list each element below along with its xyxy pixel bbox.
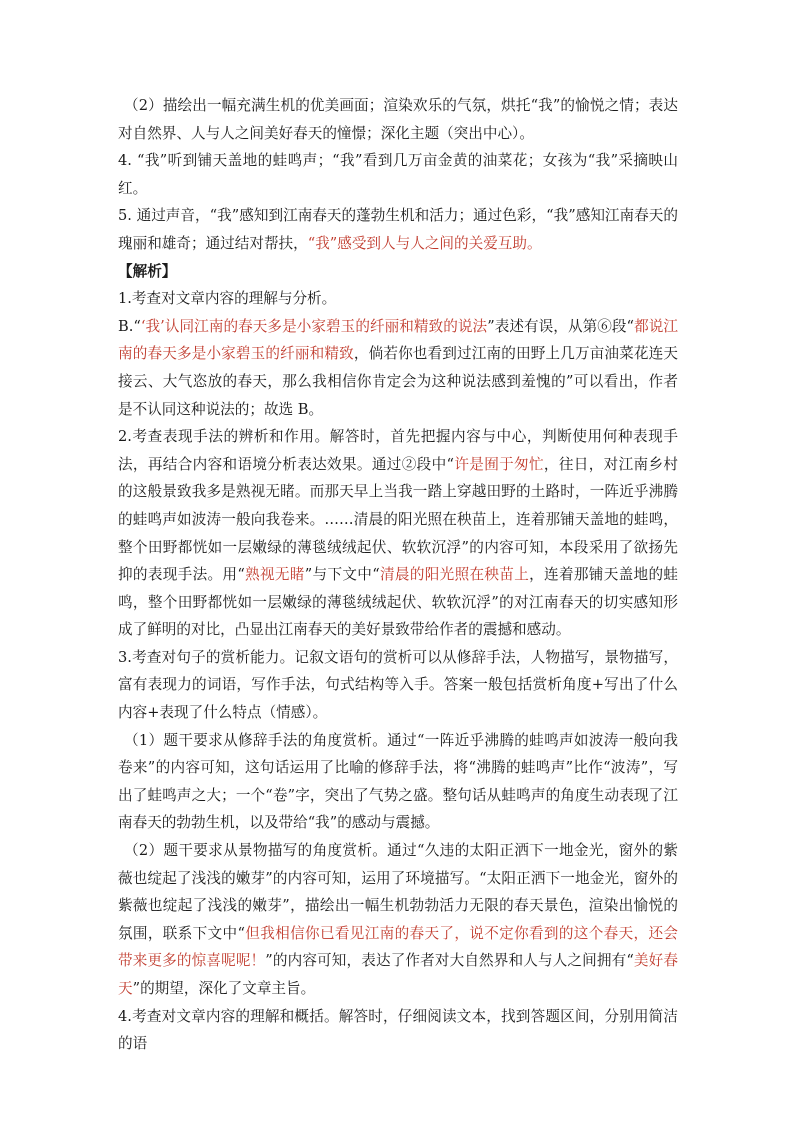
analysis-q2: 2.考查表现手法的辨析和作用。解答时，首先把握内容与中心，判断使用何种表现手法，再结合内容和语境分析表达效果。通过②段中“许是囿于匆忙，往日，对江南乡村的这般景致我多是熟视无睹。而那天早上当我一踏上穿越田野的土路时，一阵近乎沸腾的蛙鸣声如波涛一般向我卷来。……清晨的阳光照在秧苗上，连着那铺天盖地的蛙鸣，整个田野都恍如一层嫩绿的薄毯绒绒起伏、软软沉浮”的内容可知，本段采用了欲扬先抑的表现手法。用“熟视无睹”与下文中“清晨的阳光照在秧苗上，连着那铺天盖地的蛙鸣，整个田野都恍如一层嫩绿的薄毯绒绒起伏、软软沉浮”的对江南春天的切实感知形成了鲜明的对比，凸显出江南春天的美好景致带给作者的震撼和感动。 — [118, 428, 678, 639]
analysis-q3-1: （1）题干要求从修辞手法的角度赏析。通过“一阵近乎沸腾的蛙鸣声如波涛一般向我卷来”的内容可知，这句话运用了比喻的修辞手法，将“沸腾的蛙鸣声”比作“波涛”，写出了蛙鸣声之大；一个“卷”字，突出了气势之盛。整句话从蛙鸣声的角度生动表现了江南春天的勃勃生机，以及带给“我”的感动与震撼。 — [118, 731, 678, 832]
analysis-q1-title: 1.考查对文章内容的理解与分析。 — [118, 290, 337, 308]
answer-5: 5. 通过声音，“我”感知到江南春天的蓬勃生机和活力；通过色彩，“我”感知江南春天的瑰丽和雄奇；通过结对帮扶，“我”感受到人与人之间的关爱互助。 — [118, 207, 678, 252]
analysis-q3-title: 3.考查对句子的赏析能力。记叙文语句的赏析可以从修辞手法，人物描写，景物描写，富有表现力的词语，写作手法，句式结构等入手。答案一般包括赏析角度+写出了什么内容+表现了什么特点（情感）。 — [118, 648, 678, 722]
analysis-q3-2: （2）题干要求从景物描写的角度赏析。通过“久违的太阳正洒下一地金光，窗外的紫薇也绽起了浅浅的嫩芽”的内容可知，运用了环境描写。“太阳正洒下一地金光，窗外的紫薇也绽起了浅浅的嫩芽”，描绘出一幅生机勃勃活力无限的春天景色，渲染出愉悦的氛围，联系下文中“但我相信你已看见江南的春天了，说不定你看到的这个春天，还会带来更多的惊喜呢呢！”的内容可知，表达了作者对大自然界和人与人之间拥有“美好春天”的期望，深化了文章主旨。 — [118, 842, 678, 997]
analysis-q4-title: 4.考查对文章内容的理解和概括。解答时，仔细阅读文本，找到答题区间，分别用简洁的语 — [118, 1007, 678, 1053]
document-body — [118, 92, 678, 1058]
answer-4: 4. “我”听到铺天盖地的蛙鸣声；“我”看到几万亩金黄的油菜花；女孩为“我”采摘映山红。 — [118, 152, 678, 197]
answer-2-2: （2）描绘出一幅充满生机的优美画面；渲染欢乐的气氛，烘托“我”的愉悦之情；表达对自然界、人与人之间美好春天的憧憬；深化主题（突出中心）。 — [118, 97, 678, 142]
analysis-heading: 【解析】 — [118, 262, 177, 280]
analysis-q1-body: B.“‘我’认同江南的春天多是小家碧玉的纤丽和精致的说法”表述有误，从第⑥段“都说江南的春天多是小家碧玉的纤丽和精致，倘若你也看到过江南的田野上几万亩油菜花连天接云、大气恣放的春天，那么我相信你肯定会为这种说法感到羞愧的”可以看出，作者是不认同这种说法的；故选 B。 — [118, 317, 678, 418]
